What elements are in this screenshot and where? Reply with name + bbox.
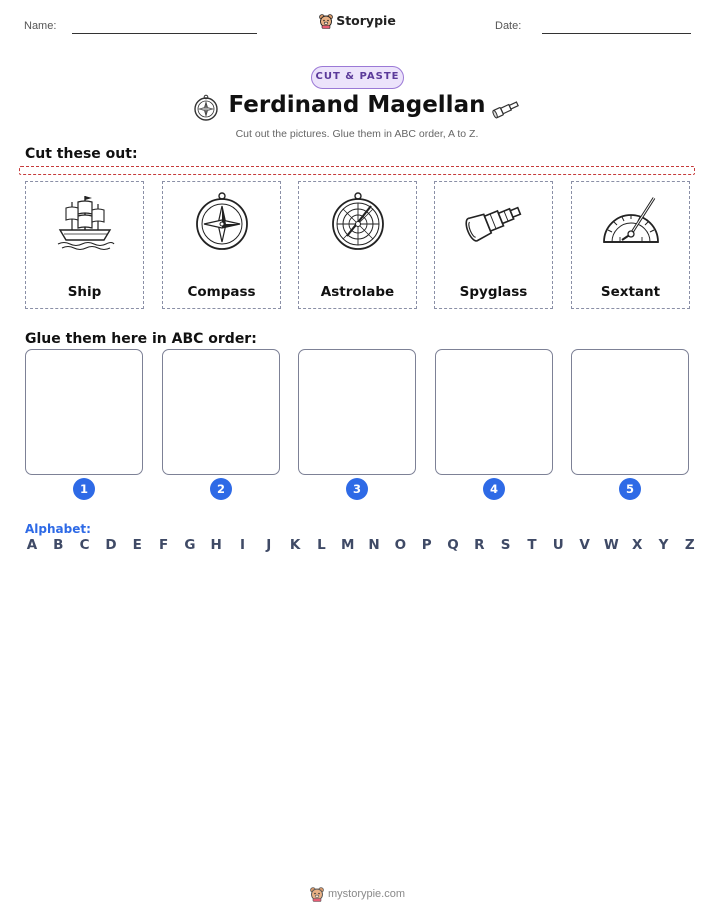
cut-card-ship[interactable] (25, 181, 144, 309)
alphabet-letter: P (421, 537, 432, 553)
cut-card-sextant[interactable] (571, 181, 690, 309)
alphabet-letter: A (26, 537, 38, 553)
alphabet-letter: M (341, 537, 355, 553)
card-label: Sextant (600, 284, 661, 300)
slot-number-badge: 4 (483, 478, 505, 500)
astrolabe-icon (327, 190, 389, 252)
cut-card-spyglass[interactable] (434, 181, 553, 309)
alphabet-letter: H (210, 537, 222, 553)
slot-number-badge: 1 (73, 478, 95, 500)
glue-slot-1[interactable] (25, 349, 143, 475)
alphabet-letter: D (105, 537, 117, 553)
cut-card-astrolabe[interactable] (298, 181, 417, 309)
footer-url[interactable]: mystorypie.com (327, 888, 406, 900)
alphabet-letter: O (394, 537, 407, 553)
alphabet-letter: I (239, 537, 246, 553)
slot-number-badge: 5 (619, 478, 641, 500)
footer (0, 886, 714, 902)
alphabet-heading: Alphabet: (25, 522, 91, 536)
page-title: Ferdinand Magellan (228, 92, 486, 118)
alphabet-letter: V (579, 537, 590, 553)
alphabet-letter: Z (684, 537, 695, 553)
glue-section-heading: Glue them here in ABC order: (25, 331, 257, 347)
card-label: Ship (67, 284, 102, 300)
compass-icon (191, 190, 253, 252)
date-label: Date: (495, 20, 522, 32)
alphabet-letter: J (266, 537, 272, 553)
alphabet-letter: K (289, 537, 301, 553)
alphabet-letter: B (53, 537, 64, 553)
alphabet-letter: W (603, 537, 619, 553)
name-label: Name: (24, 20, 57, 32)
card-label: Spyglass (459, 284, 528, 300)
card-label: Astrolabe (320, 284, 395, 300)
cut-card-compass[interactable] (162, 181, 281, 309)
spyglass-icon (490, 92, 522, 124)
instructions: Cut out the pictures. Glue them in ABC order, A to Z. (235, 128, 479, 140)
slot-number-badge: 2 (210, 478, 232, 500)
alphabet-letter: L (317, 537, 326, 553)
alphabet-letter: F (158, 537, 169, 553)
alphabet-letter: E (132, 537, 142, 553)
alphabet-letter: Q (447, 537, 459, 553)
cut-dashed-line (19, 166, 695, 175)
storypie-bear-icon (318, 13, 334, 29)
glue-slot-5[interactable] (571, 349, 689, 475)
alphabet-letter: Y (658, 537, 669, 553)
alphabet-letter: N (368, 537, 380, 553)
ship-icon (54, 190, 116, 252)
alphabet-letter: T (527, 537, 537, 553)
alphabet-letter: S (500, 537, 511, 553)
activity-badge: CUT & PASTE (311, 66, 404, 89)
sextant-icon (600, 190, 662, 252)
alphabet-letter: G (184, 537, 196, 553)
glue-slot-2[interactable] (162, 349, 280, 475)
alphabet-letter: C (79, 537, 90, 553)
alphabet-letter: X (631, 537, 643, 553)
alphabet-row (25, 537, 697, 553)
alphabet-letter: R (474, 537, 485, 553)
brand-logo (0, 12, 714, 29)
date-line[interactable] (542, 33, 691, 34)
cut-section-heading: Cut these out: (25, 146, 138, 162)
name-line[interactable] (72, 33, 257, 34)
spyglass-icon (463, 190, 525, 252)
brand-name: Storypie (336, 13, 396, 28)
glue-slot-4[interactable] (435, 349, 553, 475)
storypie-bear-icon (309, 886, 325, 902)
glue-slot-3[interactable] (298, 349, 416, 475)
card-label: Compass (187, 284, 256, 300)
alphabet-letter: U (552, 537, 564, 553)
slot-number-badge: 3 (346, 478, 368, 500)
